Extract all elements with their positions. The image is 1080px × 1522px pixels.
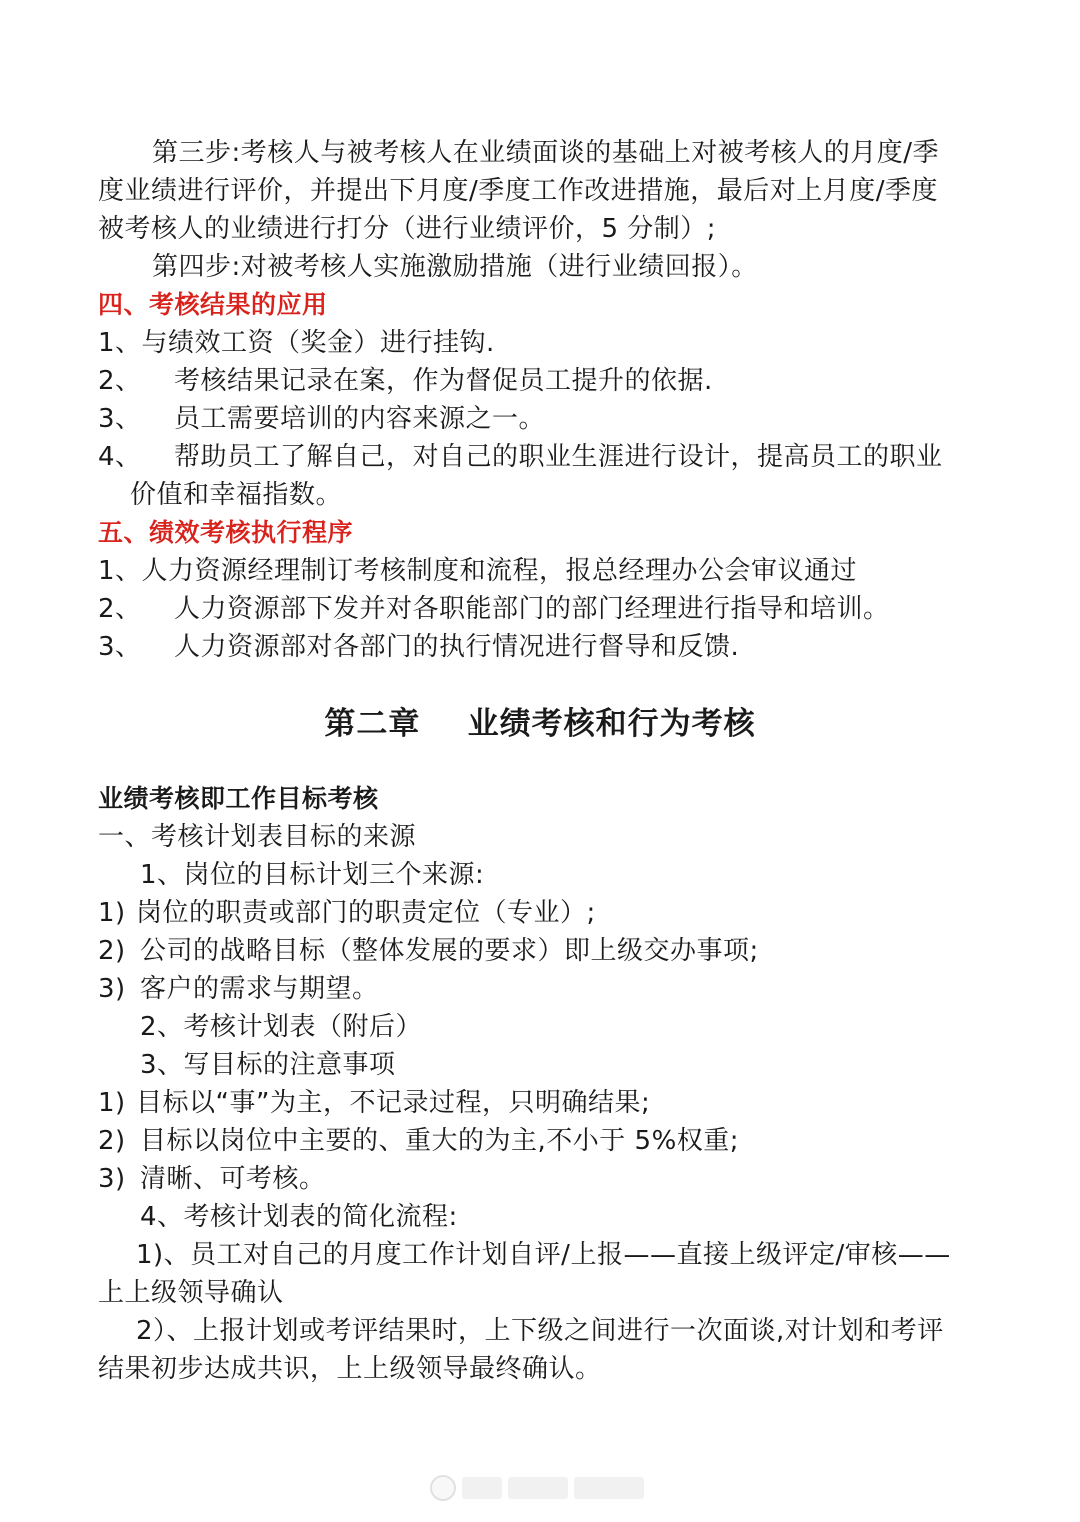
item-number: 1) — [98, 898, 126, 928]
item-number: 2、 — [98, 594, 142, 624]
item-number: 3) — [98, 974, 126, 1004]
item-number: 2) — [98, 936, 126, 966]
chapter-title: 第二章 业绩考核和行为考核 — [324, 706, 756, 742]
part1-heading: 一、考核计划表目标的来源 — [98, 822, 417, 852]
item-number: 4、 — [98, 442, 142, 472]
item-text: 人力资源部对各部门的执行情况进行督导和反馈. — [174, 632, 740, 662]
note-item-3 — [98, 1160, 326, 1198]
item-text: 岗位的职责或部门的职责定位（专业）; — [136, 898, 596, 928]
item-number: 3、 — [98, 632, 142, 662]
sub3-heading: 3、写目标的注意事项 — [140, 1050, 396, 1080]
item-number: 2、 — [98, 366, 142, 396]
flow1-line1: 1)、员工对自己的月度工作计划自评/上报——直接上级评定/审核—— — [136, 1240, 951, 1270]
sub2-heading: 2、考核计划表（附后） — [140, 1012, 423, 1042]
item-text: 人力资源经理制订考核制度和流程，报总经理办公会审议通过 — [141, 556, 858, 586]
watermark-block — [574, 1477, 644, 1499]
section5-item-2 — [98, 590, 890, 628]
section4-item-4 — [98, 438, 943, 476]
watermark-circle-icon — [430, 1475, 456, 1501]
watermark-block — [462, 1477, 502, 1499]
step3-line3: 被考核人的业绩进行打分（进行业绩评价，5 分制）; — [98, 214, 717, 244]
step4-line: 第四步:对被考核人实施激励措施（进行业绩回报）。 — [152, 252, 758, 282]
section4-item-3 — [98, 400, 545, 438]
chapter-subtitle: 业绩考核即工作目标考核 — [98, 784, 379, 813]
item-text: 员工需要培训的内容来源之一。 — [174, 404, 546, 434]
item-text: 公司的战略目标（整体发展的要求）即上级交办事项; — [140, 936, 759, 966]
item-text: 帮助员工了解自己，对自己的职业生涯进行设计，提高员工的职业 — [174, 442, 943, 472]
source-item-1 — [98, 894, 596, 932]
watermark-block — [508, 1477, 568, 1499]
flow2-line2: 结果初步达成共识，上上级领导最终确认。 — [98, 1354, 602, 1384]
watermark-logo — [430, 1472, 650, 1504]
item-text: 考核结果记录在案，作为督促员工提升的依据. — [174, 366, 713, 396]
flow1-line2: 上上级领导确认 — [98, 1278, 284, 1308]
item-text: 客户的需求与期望。 — [140, 974, 379, 1004]
section5-item-1 — [98, 552, 857, 590]
item-text: 目标以“事”为主，不记录过程，只明确结果; — [136, 1088, 651, 1118]
item-number: 3、 — [98, 404, 142, 434]
section4-heading: 四、考核结果的应用 — [98, 290, 328, 319]
flow2-line1: 2）、上报计划或考评结果时，上下级之间进行一次面谈,对计划和考评 — [136, 1316, 944, 1346]
item-text: 与绩效工资（奖金）进行挂钩. — [141, 328, 495, 358]
item-number: 3) — [98, 1164, 126, 1194]
item-number: 1) — [98, 1088, 126, 1118]
sub4-heading: 4、考核计划表的简化流程: — [140, 1202, 458, 1232]
item-text: 清晰、可考核。 — [140, 1164, 326, 1194]
item-text: 人力资源部下发并对各职能部门的部门经理进行指导和培训。 — [174, 594, 890, 624]
source-item-2 — [98, 932, 759, 970]
source-item-3 — [98, 970, 379, 1008]
section5-heading: 五、绩效考核执行程序 — [98, 518, 354, 547]
note-item-1 — [98, 1084, 650, 1122]
section4-item-2 — [98, 362, 713, 400]
sub1-heading: 1、岗位的目标计划三个来源: — [140, 860, 485, 890]
item-text: 目标以岗位中主要的、重大的为主,不小于 5%权重; — [140, 1126, 740, 1156]
step3-line1: 第三步:考核人与被考核人在业绩面谈的基础上对被考核人的月度/季 — [152, 138, 940, 168]
section4-item-1 — [98, 324, 495, 362]
note-item-2 — [98, 1122, 739, 1160]
item-number: 2) — [98, 1126, 126, 1156]
section5-item-3 — [98, 628, 739, 666]
section4-item-4-continuation: 价值和幸福指数。 — [130, 480, 343, 510]
item-number: 1、 — [98, 328, 142, 358]
item-number: 1、 — [98, 556, 142, 586]
step3-line2: 度业绩进行评价，并提出下月度/季度工作改进措施，最后对上月度/季度 — [98, 176, 939, 206]
